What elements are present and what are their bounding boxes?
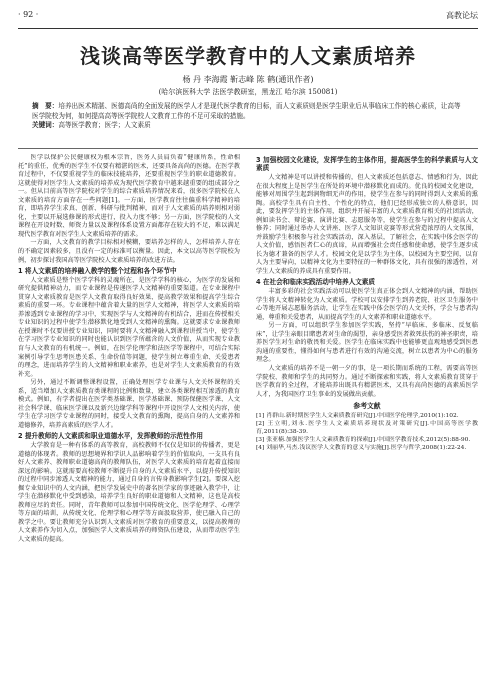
intro-paragraph: 一方面，人文教育的教学目标相对模糊，要培养怎样的人，怎样培养人存在的不确定因素较多，且没有一定的标准可以衡量。因此，本文以高等医学院校为例，初步探讨我国高等医学院校人文素质培养的改进方法。 (18, 239, 240, 264)
references-heading: 参考文献 (353, 402, 381, 411)
left-column (18, 154, 240, 676)
section-heading: 2 提升教师的人文素质和职业道德水平，发挥教师的示范性作用 (18, 431, 203, 440)
running-header (18, 10, 478, 24)
section-heading: 1 将人文素质的培养融入教学的整个过程和各个环节中 (18, 266, 177, 275)
closing-paragraph: 人文素质的培养不是一朝一夕的事，是一项长期而系统的工程，需要高等医学院校、教师和学生的共同努力。通过不断探索和实践，将人文素质教育贯穿于医学教育的全过程，才能培养出既具有精湛医术，又具有高尚医德的高素质医学人才，为我国医疗卫生事业的发展做出贡献。 (256, 364, 478, 398)
body-paragraph: 另一方面，可以组织学生参加医学实践，坚持“早临床、多临床、反复临床”，让学生亲眼目睹患者对生命的渴望，亲身感受医者救死扶伤的神圣职责，培养医学生对生命的敬畏和关爱。医学生在临床实践中也能够更直观地感受到医患沟通的重要性，懂得如何与患者进行有效的沟通交流，树立以患者为中心的服务理念。 (256, 322, 478, 364)
abstract-label: 摘 要： (32, 102, 59, 110)
right-column (256, 154, 478, 676)
body-paragraph: 人文素质是整个医学学科的灵魂所在，是医学学科的核心，为医学的发展和研究提供精神动力，而专业课程是传递医学人文精神的重要渠道。在专业课程中贯穿人文素质教育是医学人文教育取得良好效果、提高教学效果和提高学生综合素质的重要一环。专业课程中蕴含着大量的医学人文精神，将医学人文素质的培养渗透到专业课程的学习中，实现医学与人文精神的有机结合，进而在传授相关专业知识的过程中使学生潜移默化地受到人文精神的熏陶。这就要求专业课教师在授课时不仅要讲授专业知识，同时要将人文精神融入到课程讲授当中，使学生在学习医学专业知识的同时也能认识到医学所蕴含的人文价值，从而实现专业教育与人文教育的有机统一。例如，在医学伦理学和法医学等课程中，可结合实际案例引导学生思考医患关系、生命价值等问题，使学生树立尊重生命、关爱患者的理念，进而培养学生的人文精神和职业素养，也是对学生人文素质教育的有效补充。 (18, 276, 240, 378)
abstract-divider (18, 148, 478, 149)
section-heading: 4 在社会和临床实践活动中培养人文素质 (256, 278, 375, 287)
reference-item: [4] 刘丽华,马杰.浅议医学人文教育的意义与实施[J].医学与哲学,2008(1):22-24. (256, 444, 467, 451)
journal-name: 高教论坛 (446, 11, 478, 20)
article-title: 浅谈高等医学教育中的人文素质培养 (80, 44, 416, 68)
reference-item: [1] 肖群山.新时期医学生人文素质教育研究[J].中国医学伦理学,2010(1):102. (256, 412, 459, 419)
keywords (32, 121, 464, 131)
section-heading: 3 加强校园文化建设，发挥学生的主体作用，提高医学生的科学素质与人文素质 (256, 155, 478, 172)
abstract (32, 102, 464, 121)
reference-item: [3] 张亚楠.加强医学生人文素质教育的探索[J].中国医学教育技术,2012(5):88-90. (256, 436, 471, 443)
author-affiliation: (哈尔滨医科大学 法医学教研室，黑龙江 哈尔滨 150081) (158, 88, 338, 96)
keywords-text: 高等医学教育；医学；人文素质 (58, 121, 151, 129)
reference-item: [2] 王立明,刘永.医学生人文素质培养现状及对策研究[J].中国高等医学教育,2011(8):38-39. (256, 420, 478, 435)
page-number: · 92 · (18, 10, 39, 19)
body-paragraph: 人文精神是可以讲授和传播的，但人文素质还包括意志、情感和行为，因此在很大程度上是医学生在所处的环境中潜移默化而成的。优良的校园文化建设，能够对周围学生起到润物细无声的作用，使学生在参与的同时得到人文素质的熏陶。高校学生具有自主性、个性化的特点，他们已经形成独立的人格意识，因此，要发挥学生的主体作用，组织并开展丰富的人文素质教育相关的社团活动，例如读书会、辩论赛、演讲比赛、志愿服务等，使学生在参与的过程中提高人文修养；同时通过举办人文讲座、医学人文知识竞赛等形式营造浓厚的人文氛围，并鼓励学生积极参与社会实践活动，深入基层，了解社会，在实践中体会医学的人文价值，感悟医者仁心的真谛，从而增强社会责任感和使命感，使学生逐步成长为德才兼备的医学人才。校园文化是以学生为主体，以校园为主要空间，以育人为主要导向，以精神文化为主要特征的一种群体文化，具有很强的渗透性，对学生人文素质的养成具有重要作用。 (256, 174, 478, 276)
keywords-label: 关键词： (32, 121, 59, 129)
intro-paragraph: 医学以保护公民健康权为根本宗旨，医务人员肩负着“健康所系，性命相托”的重任，优秀的医学生不仅要有精湛的医术，还要具备高尚的医德。在医学教育过程中，不仅要重视学生的临床技能培养，还要重视医学生的职业道德教育。这就使得对医学生人文素质的培养成为现代医学教育中越来越重要的组成部分之一。但从目前高等医学院校对学生的综合素质培养情况来看，很多医学院校在人文素质的培育方面存在一些问题[1]。一方面，医学教育往往偏重科学精神的培育，即培养学生求真、创新、科研与批判精神，而对于人文素质的培养则相对弱化，主要以开展选修课的形式进行，投入力度不够；另一方面，医学院校的人文课程在开设时数、师资力量以及课程体系设置方面都存在较大的不足，难以满足现代医学教育对医学生人文素质培养的需求。 (18, 154, 240, 238)
body-paragraph: 大学教育是一种有体系的高等教育，高校教师不仅仅是知识的传播者，更是道德的体现者。教师的思想境界和学识人品影响着学生的价值取向，一支具有良好人文素养、教师职业道德高尚的教师队伍，对医学人文素质的培育起着直接而深远的影响。这就需要高校教师不断提升自身的人文素质水平，以提升传授知识的过程中同步渗透人文精神的能力，通过自身的言传身教影响学生[2]。要深入挖掘专业知识中的人文内涵，把医学发展史中的著名医学家的事迹融入教学中，让学生在潜移默化中受到感染，培养学生良好的职业道德和人文精神，这也是高校教师应尽的责任。同时，青年教师可以参加中国传统文化、医学伦理学、心理学等方面的培训，从传统文化、伦理学和心理学等方面汲取营养，使已融入自己的教学之中。要让教师充分认识到人文素质对医学教育的重要意义，以提高教师的人文素养作为切入点，加强医学人文素质培养的师资队伍建设，从而带动医学生人文素质的提高。 (18, 441, 240, 543)
header-rule (18, 28, 478, 29)
author-list: 杨 丹 李海霞 靳志峰 陈 鹤(通讯作者) (182, 75, 314, 84)
abstract-text: 培养出医术精湛、医德高尚的全面发展的医学人才是现代医学教育的目标，而人文素质则是医学生职业后从事临床工作的核心素质，让高等医学院校为何，如何提高高等医学院校人文教育工作的不足可采取的措施。 (32, 102, 461, 120)
abstract-block (32, 102, 464, 131)
body-paragraph: 丰富多彩的社会实践活动可以使医学生真正体会到人文精神的内涵，帮助医学生将人文精神转化为人文素质。学校可以安排学生到养老院、社区卫生服务中心等地开展志愿服务活动，让学生在实践中体会医学的人文关怀，学会与患者沟通，尊重和关爱患者，从而提高学生的人文素养和职业道德水平。 (256, 288, 478, 321)
body-paragraph: 另外，通过不断调整课程设置，正确处理医学专业课与人文关怀课程的关系，适当增加人文素质教育类课程的比例和数量，建立各类课程相互渗透的教育模式。例如，有学者提出在医学类基础课、医学基础课、预防保健医学课、人文社会科学课、临床医学课以及新兴边缘学科等课程中开设医学人文相关内容，使学生在学习医学专业课程的同时，接受人文教育的熏陶，提高自身的人文素养和道德修养，培养高素质的医学人才。 (18, 379, 240, 429)
